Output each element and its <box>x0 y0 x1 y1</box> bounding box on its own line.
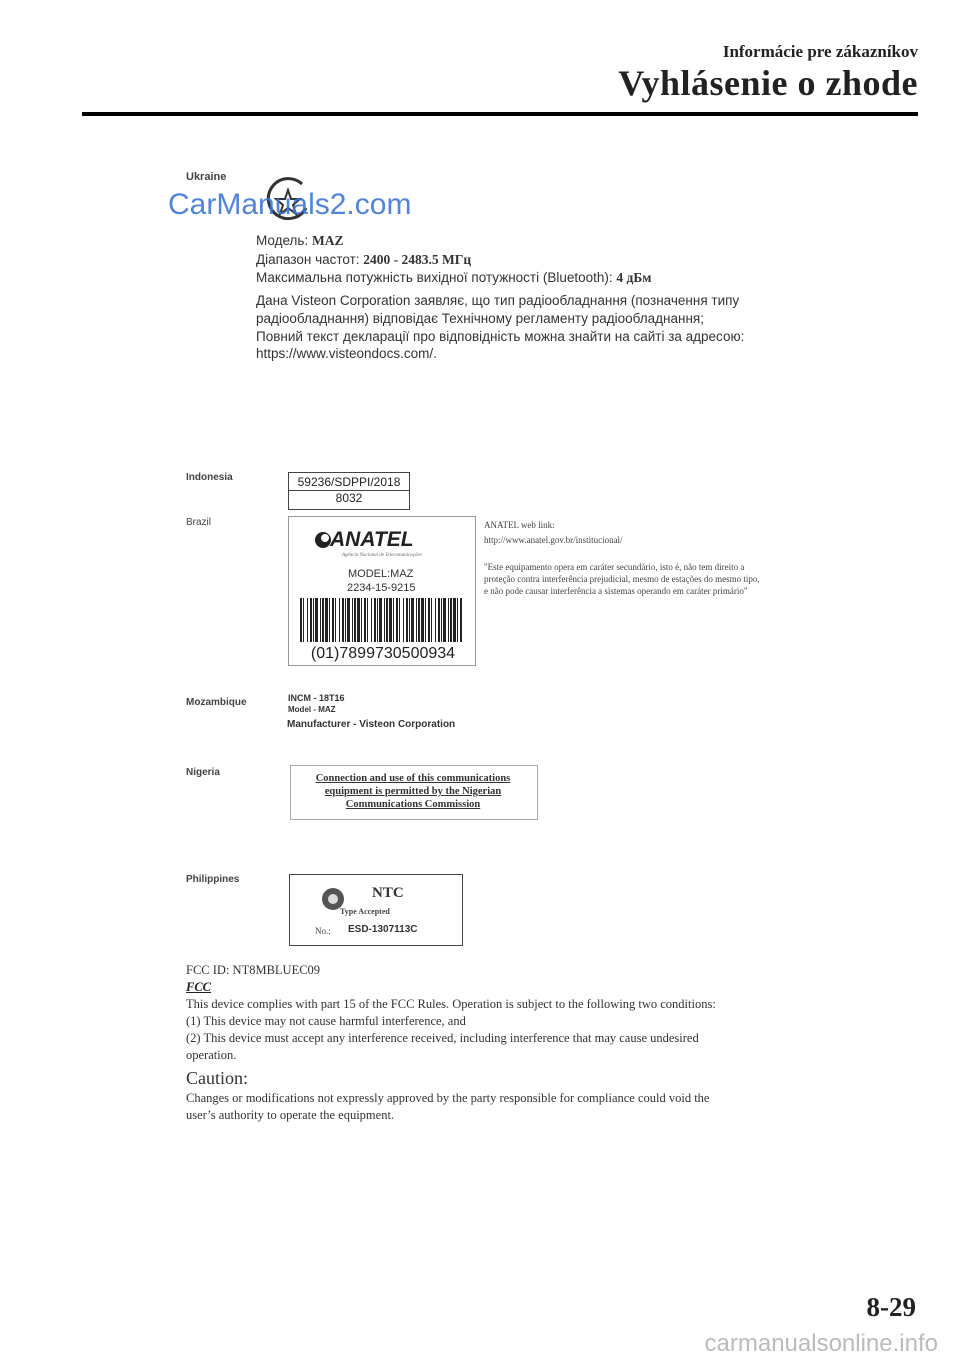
anatel-notice-2: proteção contra interferência prejudicial, mesmo de estações do mesmo tipo, <box>484 574 760 584</box>
ukraine-declaration-3: Повний текст декларації про відповідність можна знайти на сайті за адресою: <box>256 329 745 344</box>
caution-text-2: user’s authority to operate the equipment. <box>186 1108 395 1122</box>
anatel-logo-text: ANATEL <box>330 528 414 551</box>
anatel-notice-1: "Este equipamento opera em caráter secundário, isto é, não tem direito a <box>484 562 745 572</box>
caution-text-1: Changes or modifications not expressly approved by the party responsible for compliance could void the <box>186 1091 710 1105</box>
ntc-number-value: ESD-1307113C <box>348 924 418 935</box>
indonesia-cert-code: 8032 <box>335 491 363 505</box>
country-indonesia: Indonesia <box>186 472 233 483</box>
ukraine-declaration-1: Дана Visteon Corporation заявляє, що тип радіообладнання (позначення типу <box>256 293 740 308</box>
country-philippines: Philippines <box>186 874 240 885</box>
fcc-condition-2: (2) This device must accept any interference received, including interference that may cause undesired <box>186 1031 699 1045</box>
anatel-model: MODEL:MAZ <box>348 568 414 580</box>
mozambique-incm: INCM - 18T16 <box>288 693 345 703</box>
country-mozambique: Mozambique <box>186 697 247 708</box>
watermark: CarManuals2.com <box>168 188 412 221</box>
fcc-heading: FCC <box>186 980 212 994</box>
page-title: Vyhlásenie o zhode <box>618 63 918 103</box>
country-nigeria: Nigeria <box>186 767 220 778</box>
footer-watermark: carmanualsonline.info <box>704 1330 938 1357</box>
mozambique-manufacturer: Manufacturer - Visteon Corporation <box>287 719 456 730</box>
anatel-web-url: http://www.anatel.gov.br/institucional/ <box>484 535 623 545</box>
nigeria-label-text <box>290 772 536 811</box>
anatel-tagline: Agência Nacional de Telecomunicações <box>342 553 422 558</box>
nigeria-line-3: Communications Commission <box>345 799 481 810</box>
page-number: 8-29 <box>866 1292 916 1322</box>
fcc-condition-1: (1) This device may not cause harmful interference, and <box>186 1014 466 1028</box>
indonesia-certificate-box <box>288 472 410 510</box>
ukraine-power: Максимальна потужність вихідної потужності (Bluetooth): 4 дБм <box>256 270 652 285</box>
ntc-type-accepted: Type Accepted <box>340 907 390 916</box>
ukraine-declaration-url: https://www.visteondocs.com/. <box>256 346 437 361</box>
country-ukraine: Ukraine <box>186 171 227 183</box>
ukraine-model: Модель: MAZ <box>256 233 344 248</box>
nigeria-line-2: equipment is permitted by the Nigerian <box>324 786 502 797</box>
mozambique-model: Model - MAZ <box>288 705 336 714</box>
fcc-paragraph-1: This device complies with part 15 of the FCC Rules. Operation is subject to the following two conditions: <box>186 997 716 1011</box>
country-brazil: Brazil <box>186 517 212 528</box>
ntc-number-label: No.: <box>315 926 331 936</box>
ukraine-frequency: Діапазон частот: 2400 - 2483.5 МГц <box>256 252 472 267</box>
fcc-id: FCC ID: NT8MBLUEC09 <box>186 963 321 977</box>
barcode-number: (01)7899730500934 <box>310 645 456 662</box>
ukraine-declaration-2: радіообладнання) відповідає Технічному регламенту радіообладнання; <box>256 311 704 326</box>
fcc-condition-2-cont: operation. <box>186 1048 237 1062</box>
barcode-icon <box>298 598 466 644</box>
nigeria-line-1: Connection and use of this communications <box>315 773 511 784</box>
anatel-web-label: ANATEL web link: <box>484 520 555 530</box>
header-rule <box>82 112 918 116</box>
indonesia-cert-number: 59236/SDPPI/2018 <box>289 475 409 491</box>
caution-heading: Caution: <box>186 1068 248 1088</box>
section-subtitle: Informácie pre zákazníkov <box>722 42 918 61</box>
anatel-number: 2234-15-9215 <box>347 582 416 594</box>
ntc-title: NTC <box>372 885 404 901</box>
anatel-notice-3: e não pode causar interferência a sistemas operando em caráter primário" <box>484 586 748 596</box>
